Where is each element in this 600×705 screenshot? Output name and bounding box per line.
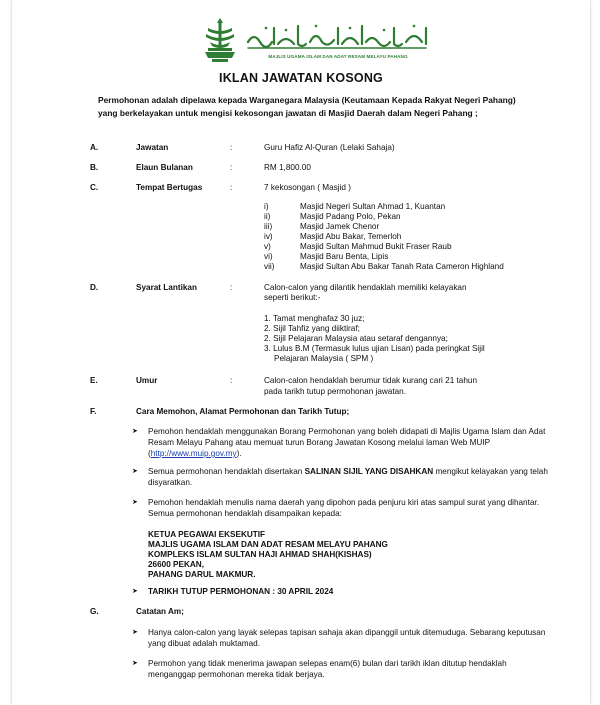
- elaun-label: Elaun Bulanan: [136, 163, 193, 172]
- arrow-bullet-icon: ➤: [132, 588, 138, 595]
- mosque-name: Masjid Negeri Sultan Ahmad 1, Kuantan: [300, 202, 446, 211]
- closing-date: TARIKH TUTUP PERMOHONAN : 30 APRIL 2024: [148, 587, 334, 596]
- org-header: [202, 18, 432, 70]
- syarat-item: 1. Tamat menghafaz 30 juz;: [264, 314, 365, 323]
- section-letter: A.: [90, 143, 99, 152]
- address-line: 26600 PEKAN,: [148, 560, 204, 569]
- mosque-name: Masjid Jamek Chenor: [300, 222, 380, 231]
- tempat-value: 7 kekosongan ( Masjid ): [264, 183, 351, 192]
- elaun-value: RM 1,800.00: [264, 163, 311, 172]
- syarat-item: 3. Lulus B.M (Termasuk lulus ujian Lisan) pada peringkat Sijil: [264, 344, 485, 353]
- section-letter: F.: [90, 407, 97, 416]
- cara-memohon-heading: Cara Memohon, Alamat Permohonan dan Tarikh Tutup;: [136, 407, 350, 416]
- syarat-intro: seperti berikut:-: [264, 293, 321, 302]
- catatan-heading: Catatan Am;: [136, 607, 184, 616]
- syarat-intro: Calon-calon yang dilantik hendaklah memiliki kelayakan: [264, 283, 467, 292]
- mosque-name: Masjid Sultan Mahmud Bukit Fraser Raub: [300, 242, 452, 251]
- bullet-paragraph: Permohon yang tidak menerima jawapan selepas enam(6) bulan dari tarikh iklan ditutup hendaklah menganggap permohonan mereka tidak berjaya.: [148, 659, 507, 679]
- intro-paragraph: Permohonan adalah dipelawa kepada Warganegara Malaysia (Keutamaan Kepada Rakyat Negeri Pahang) yang berkelayakan untuk mengisi kekosongan jawatan di Masjid Daerah dalam Negeri Pahang ;: [98, 95, 516, 118]
- org-jawi-logotype: [244, 22, 430, 52]
- mosque-number: v): [264, 242, 271, 251]
- bullet-paragraph: Hanya calon-calon yang layak selepas tapisan sahaja akan dipanggil untuk ditemuduga. Sebarang keputusan yang dibuat adalah muktamad.: [148, 628, 546, 648]
- mosque-number: ii): [264, 212, 271, 221]
- syarat-label: Syarat Lantikan: [136, 283, 197, 292]
- section-letter: C.: [90, 183, 99, 192]
- colon: :: [230, 163, 233, 172]
- section-letter: G.: [90, 607, 99, 616]
- jawi-calligraphy-icon: [244, 22, 430, 52]
- syarat-item: Pelajaran Malaysia ( SPM ): [274, 354, 374, 363]
- mosque-name: Masjid Sultan Abu Bakar Tanah Rata Cameron Highland: [300, 262, 504, 271]
- bullet-paragraph: Pemohon hendaklah menggunakan Borang Permohonan yang boleh didapati di Majlis Ugama Islam dan Adat Resam Melayu Pahang atau memuat turun Borang Jawatan Kosong melalui laman Web MUIP (http://www.muip.gov.my).: [148, 427, 546, 458]
- bullet-paragraph: Semua permohonan hendaklah disertakan SALINAN SIJIL YANG DISAHKAN mengikut kelayakan yang telah disyaratkan.: [148, 467, 548, 487]
- syarat-item: 2. Sijil Pelajaran Malaysia atau setaraf dengannya;: [264, 334, 448, 343]
- umur-label: Umur: [136, 376, 158, 385]
- jawatan-label: Jawatan: [136, 143, 169, 152]
- colon: :: [230, 376, 233, 385]
- arrow-bullet-icon: ➤: [132, 629, 138, 636]
- colon: :: [230, 183, 233, 192]
- address-line: MAJLIS UGAMA ISLAM DAN ADAT RESAM MELAYU PAHANG: [148, 540, 388, 549]
- mosque-name: Masjid Abu Bakar, Temerloh: [300, 232, 402, 241]
- arrow-bullet-icon: ➤: [132, 660, 138, 667]
- mosque-name: Masjid Baru Benta, Lipis: [300, 252, 389, 261]
- mosque-number: i): [264, 202, 269, 211]
- arrow-bullet-icon: ➤: [132, 428, 138, 435]
- section-letter: E.: [90, 376, 98, 385]
- section-letter: D.: [90, 283, 99, 292]
- umur-value: pada tarikh tutup permohonan jawatan.: [264, 387, 407, 396]
- muip-website-link[interactable]: http://www.muip.gov.my: [150, 449, 237, 458]
- advertisement-page: [12, 0, 590, 705]
- mosque-name: Masjid Padang Polo, Pekan: [300, 212, 401, 221]
- mosque-number: vii): [264, 262, 275, 271]
- tempat-label: Tempat Bertugas: [136, 183, 203, 192]
- mosque-number: iv): [264, 232, 273, 241]
- mosque-number: iii): [264, 222, 273, 231]
- colon: :: [230, 283, 233, 292]
- address-line: KETUA PEGAWAI EKSEKUTIF: [148, 530, 266, 539]
- jawatan-value: Guru Hafiz Al-Quran (Lelaki Sahaja): [264, 143, 395, 152]
- mosque-number: vi): [264, 252, 273, 261]
- crest-logo-icon: [202, 18, 238, 64]
- bullet-paragraph: Pemohon hendaklah menulis nama daerah yang dipohon pada penjuru kiri atas sampul surat yang dihantar. Semua permohonan hendaklah disampaikan kepada:: [148, 498, 539, 518]
- colon: :: [230, 143, 233, 152]
- arrow-bullet-icon: ➤: [132, 499, 138, 506]
- syarat-item: 2. Sijil Tahfiz yang diiktiraf;: [264, 324, 360, 333]
- address-line: KOMPLEKS ISLAM SULTAN HAJI AHMAD SHAH(KISHAS): [148, 550, 372, 559]
- address-line: PAHANG DARUL MAKMUR.: [148, 570, 256, 579]
- umur-value: Calon-calon hendaklah berumur tidak kurang cari 21 tahun: [264, 376, 478, 385]
- page-title: IKLAN JAWATAN KOSONG: [219, 71, 383, 85]
- org-name: MAJLIS UGAMA ISLAM DAN ADAT RESAM MELAYU PAHANG: [268, 54, 408, 59]
- arrow-bullet-icon: ➤: [132, 468, 138, 475]
- emphasis-text: SALINAN SIJIL YANG DISAHKAN: [304, 467, 434, 476]
- section-letter: B.: [90, 163, 99, 172]
